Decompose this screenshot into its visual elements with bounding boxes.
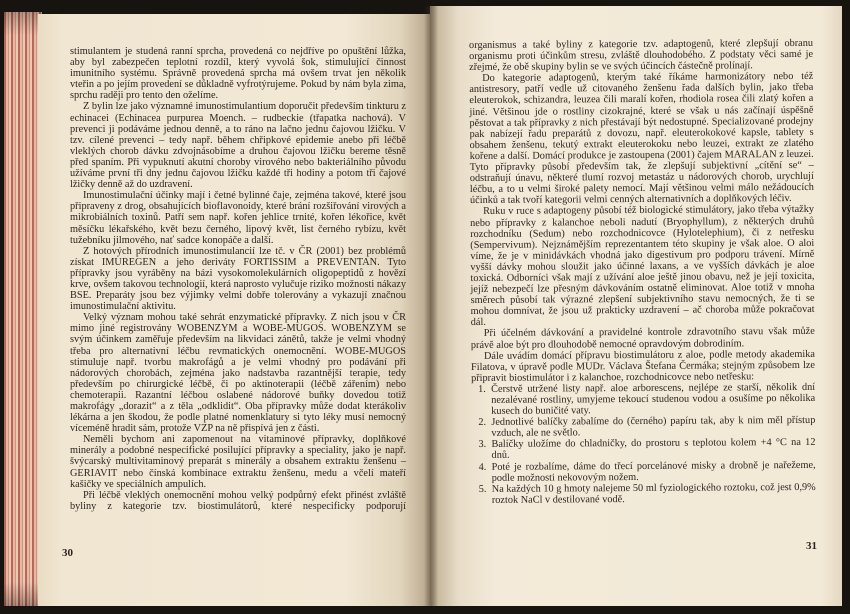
step-text: Na každých 10 g hmoty nalejeme 50 ml fyziologického roztoku, což jest 0,9% roztok NaCl v destilované vodě. [491,481,816,506]
book-gutter [424,6,438,606]
body-paragraph: Ruku v ruce s adaptogeny působí též biologické stimulátory, jako třeba výtažky nebo přípravky z kalanchoe neboli nadutí (Bryophyllum), z některých druhů rozchodníku (Sedum) nebo rozchodnicovce (Hylotelephium), či z netřesku (Sempervivum). Nejznámějším reprezentantem této skupiny je však aloe. O aloi víme, že je v minidávkách vhodná jako digestivum pro podporu trávení. Mírně vyšší dávky mohou sloužit jako účinné laxans, a ve vyšších dávkách je aloe toxická. Odborníci však mají z užívání aloe ještě jinou obavu, než je její toxicita, jejíž nebezpečí lze přesným dávkováním ostatně eliminovat. Aloe totiž v mnoha směrech působí tak výrazné zlepšení subjektivního stavu nemocných, že ti se mohou domnívat, že jsou už prakticky uzdravení – ač choroba může pokračovat dál. [470,204,815,329]
step-number: 1. [478,383,486,395]
step-number: 2. [478,417,487,429]
body-paragraph: Při léčbě vleklých onemocnění mohou velký podpůrný efekt přinést zvláště byliny z kategorie tzv. biostimulátorů, které nespecificky podporují [70,489,406,512]
body-paragraph: Neměli bychom ani zapomenout na vitaminové přípravky, doplňkové minerály a podobné nespecifické posilující přípravky a speciality, jako je např. švýcarský multivitaminový preparát s minerály a obsahem extraktu ženšenu – GERIAVIT nebo čínská kombinace extraktu ženšenu, medu a včelí mateří kašičky ve speciálních ampulích. [70,434,406,490]
step-text: Jednotlivé balíčky zabalíme do (černého) papíru tak, aby k nim měl přístup vzduch, ale ne světlo. [491,415,816,440]
body-paragraph: Z hotových přírodních imunostimulancií lze tč. v ČR (2001) bez problémů získat IMUREGEN a jeho deriváty FORTISSIM a PREVENTAN. Tyto přípravky jsou vyráběny na bázi vysokomolekulárních oligopeptidů z hovězí krve, ovšem takovou technologií, která naprosto vylučuje riziko možnosti nákazy BSE. Preparáty jsou bez výjimky velmi dobře tolerovány a vykazují značnou imunostimulační aktivitu. [70,245,406,313]
preparation-steps [471,382,816,506]
body-paragraph: stimulantem je studená ranní sprcha, provedená co nejdříve po opuštění lůžka, aby byl zabezpečen teplotní rozdíl, který vyvolá šok, stimulující činnost imunitního systému. Správně provedená sprcha má ovšem trvat jen několik vteřin a po jejím provedení se důkladně vyfrotýrujeme. Pokud by nám byla zima, sprchu raději pro tento den oželíme. [70,46,406,102]
left-page-text [70,46,406,512]
body-paragraph: Imunostimulační účinky mají i četné bylinné čaje, zejména takové, které jsou připraveny z drog, obsahujících bioflavonoidy, které brání rozšiřování virových a mikrobiálních toxinů. Patří sem např. kořen jehlice trnité, kořen lékořice, květ měsíčku lékařského, květ bezu černého, lipový květ, list černého rybízu, květ tužebníku jilmového, nať sadce konopáče a další. [70,190,406,246]
page-number-right: 31 [806,540,817,552]
body-paragraph: Do kategorie adaptogenů, kterým také říkáme harmonizátory nebo též antistresory, patří vedle už citovaného ženšenu řada dalších bylin, jako třeba eleuterokok, schizandra, leuzea čili maralí kořen, rhodiola rosea čili zlatý kořen a jiné. Většinou jde o rostliny cizokrajné, které se však u nás začínají úspěšně pěstovat a tak přípravky z nich přestávají být nedostupné. Specializované prodejny pak nabízejí řadu preparátů z dovozu, např. eleuterokokové kapsle, tablety s obsahem ženšenu, tekutý extrakt eleuterokoku nebo leuzei, extrakt ze zlatého kořene a další. Domácí produkce je zastoupena (2001) čajem MARALAN z leuzei. Tyto přípravky působí především tak, že zlepšují subjektivní „cítění se“ – odstraňují únavu, některé tlumí rozvoj metastáz u nádorových chorob, urychlují léčbu, a to u velmi široké palety nemocí. Mají většinou velmi málo nežádoucích účinků a tak tvoří kategorii velmi cenných alternativních a doplňkových léčiv. [469,71,814,207]
step-number: 5. [478,483,487,495]
step-number: 4. [478,461,487,473]
step-text: Čerstvě utržené listy např. aloe arborescens, nejlépe ze starší, několik dní nezalévané rostliny, umyjeme tekoucí studenou vodou a osušíme po několika kusech do buničité vaty. [491,381,816,417]
step-item [472,482,816,506]
step-text: Balíčky uložíme do chladničky, do prostoru s teplotou kolem +4 °C na 12 dnů. [491,437,816,462]
page-stack-edge [4,12,42,606]
right-page-text [469,38,816,506]
step-item [471,415,815,439]
body-paragraph: Z bylin lze jako významné imunostimulantium doporučit především tinkturu z echinacei (Echinacea purpurea Moench. – rudbeckie (třapatka nachová). V prevenci ji podáváme jednou denně, a to ráno na lačno jednu čajovou lžičku. V tzv. cílené prevenci – tedy např. během chřipkové epidemie anebo při léčbě vleklých chorob dávku zdvojnásobíme a druhou čajovou lžičku bereme těsně před spaním. Při vypuknutí akutní choroby virového nebo bakteriálního původu užíváme první tři dny jednu čajovou lžičku každé tři hodiny a potom tři čajové lžičky denně až do uzdravení. [70,101,406,191]
step-number: 3. [478,439,487,451]
step-item [471,382,815,417]
step-text: Poté je rozbalíme, dáme do třecí porcelánové misky a drobně je nařežeme, podle možnosti nekovovým nožem. [491,459,816,484]
body-paragraph: Velký význam mohou také sehrát enzymatické přípravky. Z nich jsou v ČR mimo jiné registrovány WOBENZYM a WOBE-MUGOS. WOBENZYM se svým účinkem zaměřuje především na likvidaci zánětů, takže je velmi vhodný třeba pro alternativní léčbu revmatických onemocnění. WOBE-MUGOS stimuluje např. tvorbu makrofágů a je velmi vhodný pro podávání při nádorových chorobách, zejména jako nadstavba razantnější terapie, tedy především po chirurgické léčbě, či po aktinoterapii (léčbě zářením) nebo chemoterapii. Razantní léčbou oslabené nádorové buňky dovedou totiž makrofágy „dorazit“ a z těla „odklidit“. Oba přípravky může dodat kterákoliv lékárna a jen škodou, že podle platné nomenklatury si tyto léky musí nemocný víceméně hradit sám, protože VZP na ně přispívá jen z části. [70,312,406,435]
body-paragraph: Při účelném dávkování a pravidelné kontrole zdravotního stavu však může právě aloe být pro dlouhodobě nemocné opravdovým dobrodiním. [470,326,815,351]
body-paragraph: Dále uvádím domácí přípravu biostimulátoru z aloe, podle metody akademika Filatova, v úpravě podle MUDr. Václava Štefana Čermáka; stejným způsobem lze připravit biostimulátor i z kalanchoe, rozchodnicovce nebo netřesku: [470,348,816,384]
page-number-left: 30 [62,547,73,559]
body-paragraph: organismus a také byliny z kategorie tzv. adaptogenů, které zlepšují obranu organismu proti účinkům stresu, zvláště dlouhodobého. Z podstaty věci samé je zřejmé, že obě skupiny bylin se ve svých účincích částečně prolínají. [469,37,814,74]
step-item [472,459,816,483]
step-item [471,437,815,461]
